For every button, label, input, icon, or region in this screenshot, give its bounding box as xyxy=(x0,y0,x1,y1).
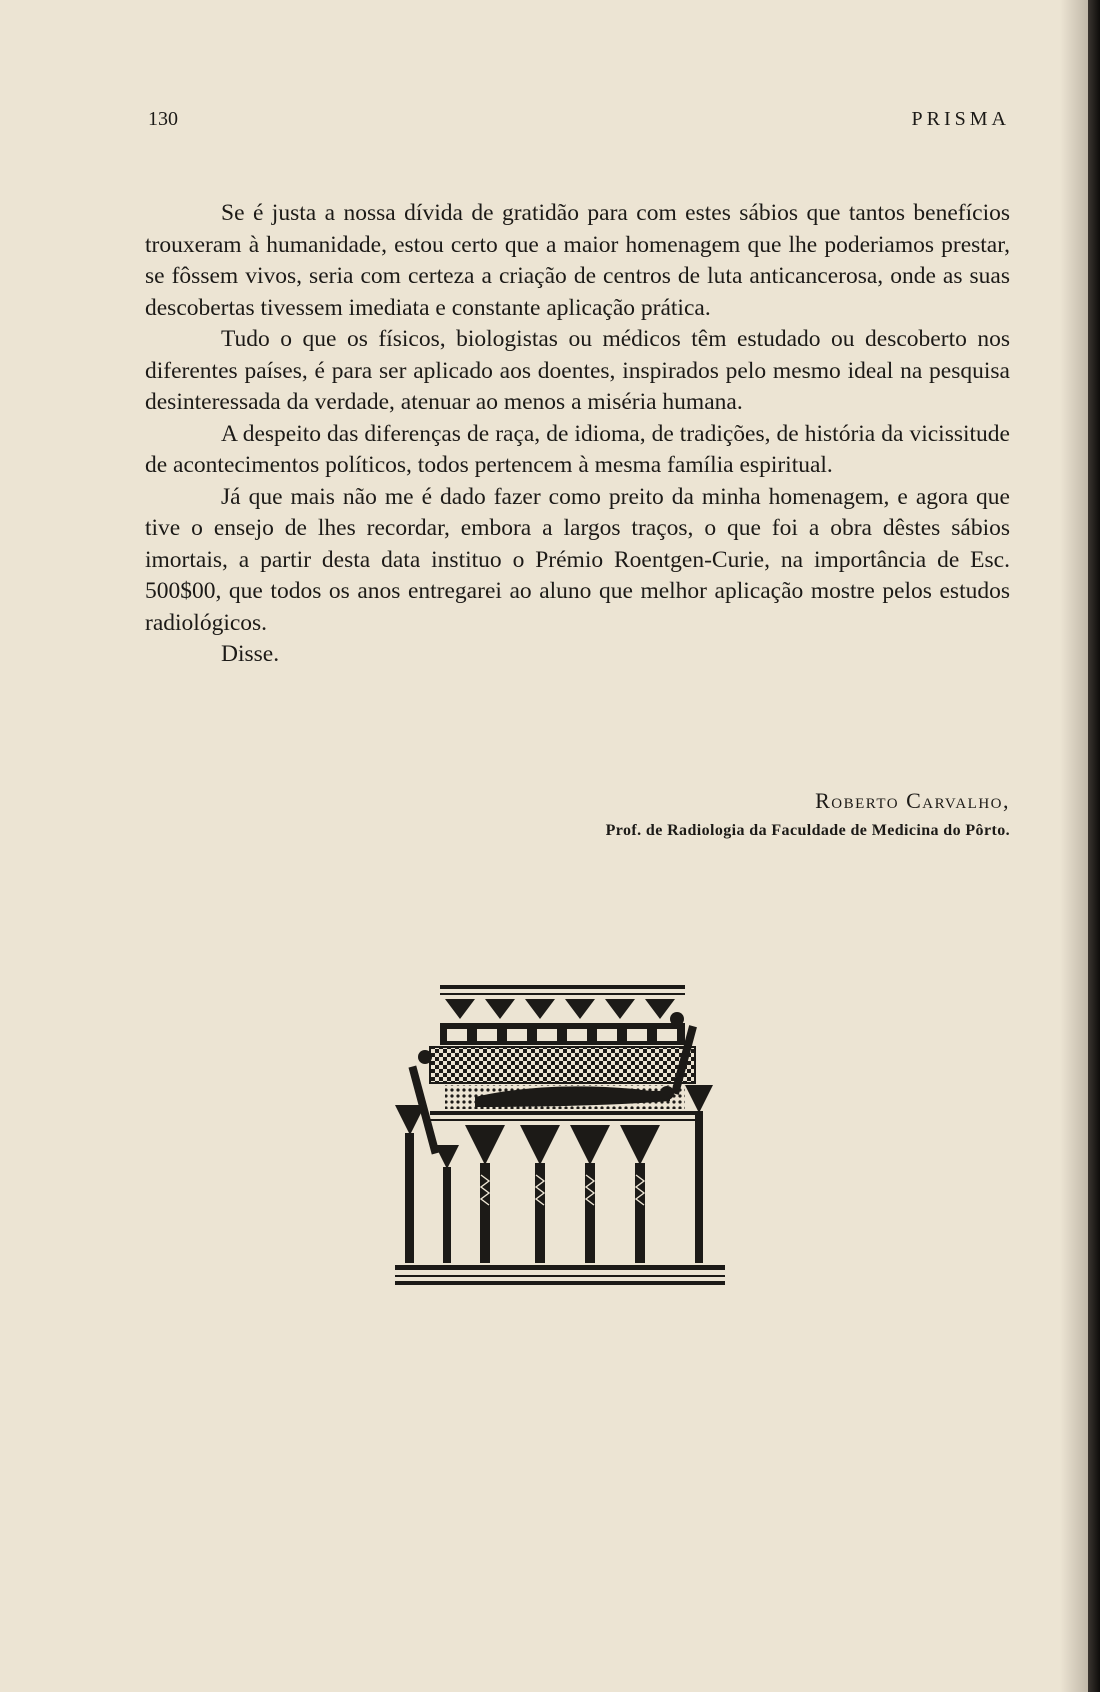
page-binding-edge xyxy=(1088,0,1100,1692)
paragraph: A despeito das diferenças de raça, de idioma, de tradições, de história da vicissitude de acontecimentos políticos, todos pertencem à mesma família espiritual. xyxy=(145,420,1010,478)
paragraph: Se é justa a nossa dívida de gratidão para com estes sábios que tantos benefícios trouxeram à humanidade, estou certo que a maior homenagem que lhe poderiamos prestar, se fôssem vivos, seria com certeza a criação de centros de luta anticancerosa, onde as suas descobertas tivessem imediata e constante aplicação prática. xyxy=(145,200,1010,321)
author-name: Roberto Carvalho, xyxy=(815,788,1010,813)
running-header xyxy=(148,108,1010,138)
paragraph: Já que mais não me é dado fazer como preito da minha homenagem, e agora que tive o ensejo de lhes recordar, embora a largos traços, o que foi a obra dêstes sábios imortais, a partir desta data instituo o Prémio Roentgen-Curie, na importância de Esc. 500$00, que todos os anos entregarei ao aluno que melhor aplicação mostre pelos estudos radiológicos. xyxy=(145,483,1010,636)
greek-vase-frieze-icon xyxy=(395,985,785,1315)
article-body xyxy=(145,198,1010,671)
journal-title: PRISMA xyxy=(911,108,1010,130)
paragraph: Tudo o que os físicos, biologistas ou médicos têm estudado ou descoberto nos diferentes países, é para ser aplicado aos doentes, inspirados pelo mesmo ideal na pesquisa desinteressada da verdade, atenuar ao menos a miséria humana. xyxy=(145,326,1010,415)
paragraph: Disse. xyxy=(221,641,280,667)
page-number: 130 xyxy=(148,108,178,130)
author-affiliation: Prof. de Radiologia da Faculdade de Medicina do Pôrto. xyxy=(605,822,1010,839)
